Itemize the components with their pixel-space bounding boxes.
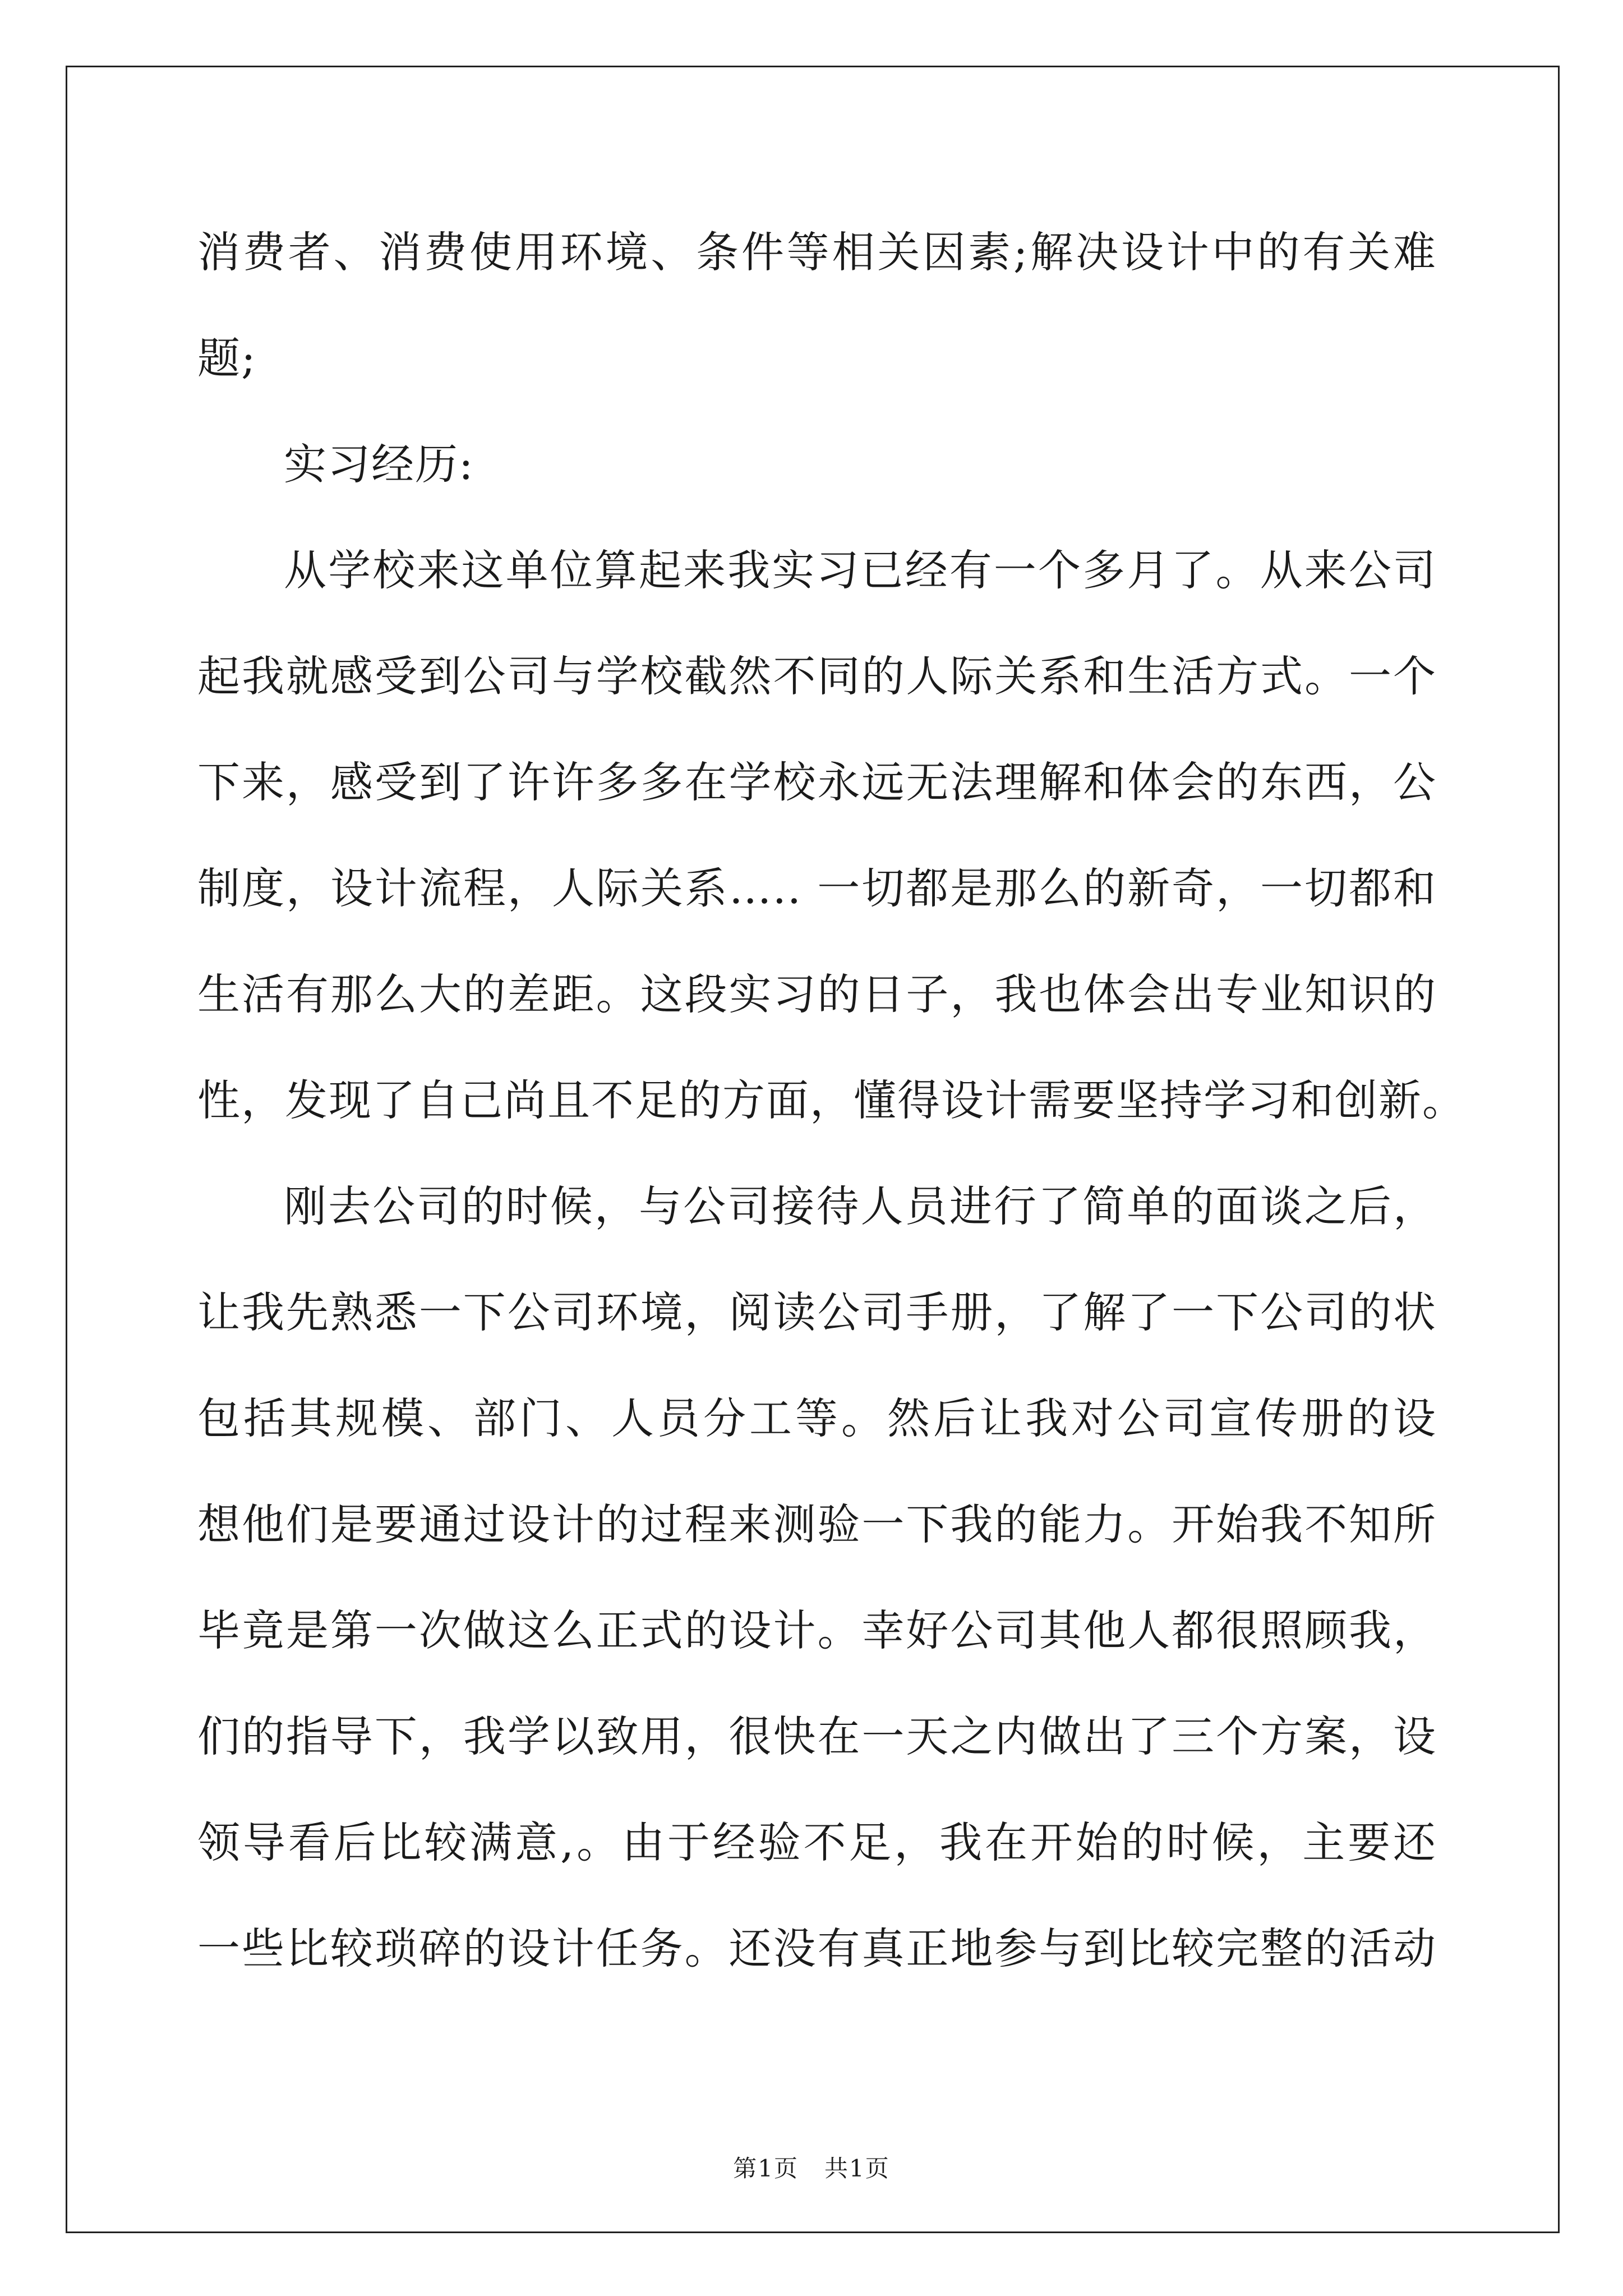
text-line: 让我先熟悉一下公司环境，阅读公司手册，了解了一下公司的状: [197, 1287, 1437, 1337]
text-line: 想他们是要通过设计的过程来测验一下我的能力。开始我不知所: [197, 1499, 1437, 1549]
text-line: 制度，设计流程，人际关系….. 一切都是那么的新奇，一切都和: [197, 863, 1437, 913]
text-line: 们的指导下，我学以致用，很快在一天之内做出了三个方案，设: [197, 1711, 1437, 1761]
text-line: 刚去公司的时候，与公司接待人员进行了简单的面谈之后，: [284, 1181, 1437, 1231]
text-line: 下来，感受到了许许多多在学校永远无法理解和体会的东西，公: [197, 757, 1437, 807]
text-line: 性，发现了自己尚且不足的方面，懂得设计需要坚持学习和创新。: [197, 1075, 1466, 1125]
text-line: 实习经历:: [284, 439, 474, 489]
document-body: [197, 199, 1466, 2001]
text-line: 消费者、消费使用环境、条件等相关因素;解决设计中的有关难: [197, 227, 1437, 277]
text-line: 题;: [197, 333, 257, 383]
text-line: 领导看后比较满意,。由于经验不足，我在开始的时候，主要还: [197, 1818, 1437, 1867]
text-line: 毕竟是第一次做这么正式的设计。幸好公司其他人都很照顾我，: [197, 1605, 1437, 1655]
text-line: 生活有那么大的差距。这段实习的日子，我也体会出专业知识的: [197, 969, 1437, 1019]
page-footer: 第1页 共1页: [733, 2155, 890, 2182]
text-line: 从学校来这单位算起来我实习已经有一个多月了。从来公司: [284, 545, 1437, 595]
text-line: 一些比较琐碎的设计任务。还没有真正地参与到比较完整的活动: [197, 1924, 1437, 1973]
text-line: 包括其规模、部门、人员分工等。然后让我对公司宣传册的设: [197, 1393, 1437, 1443]
text-line: 起我就感受到公司与学校截然不同的人际关系和生活方式。一个: [197, 651, 1437, 701]
